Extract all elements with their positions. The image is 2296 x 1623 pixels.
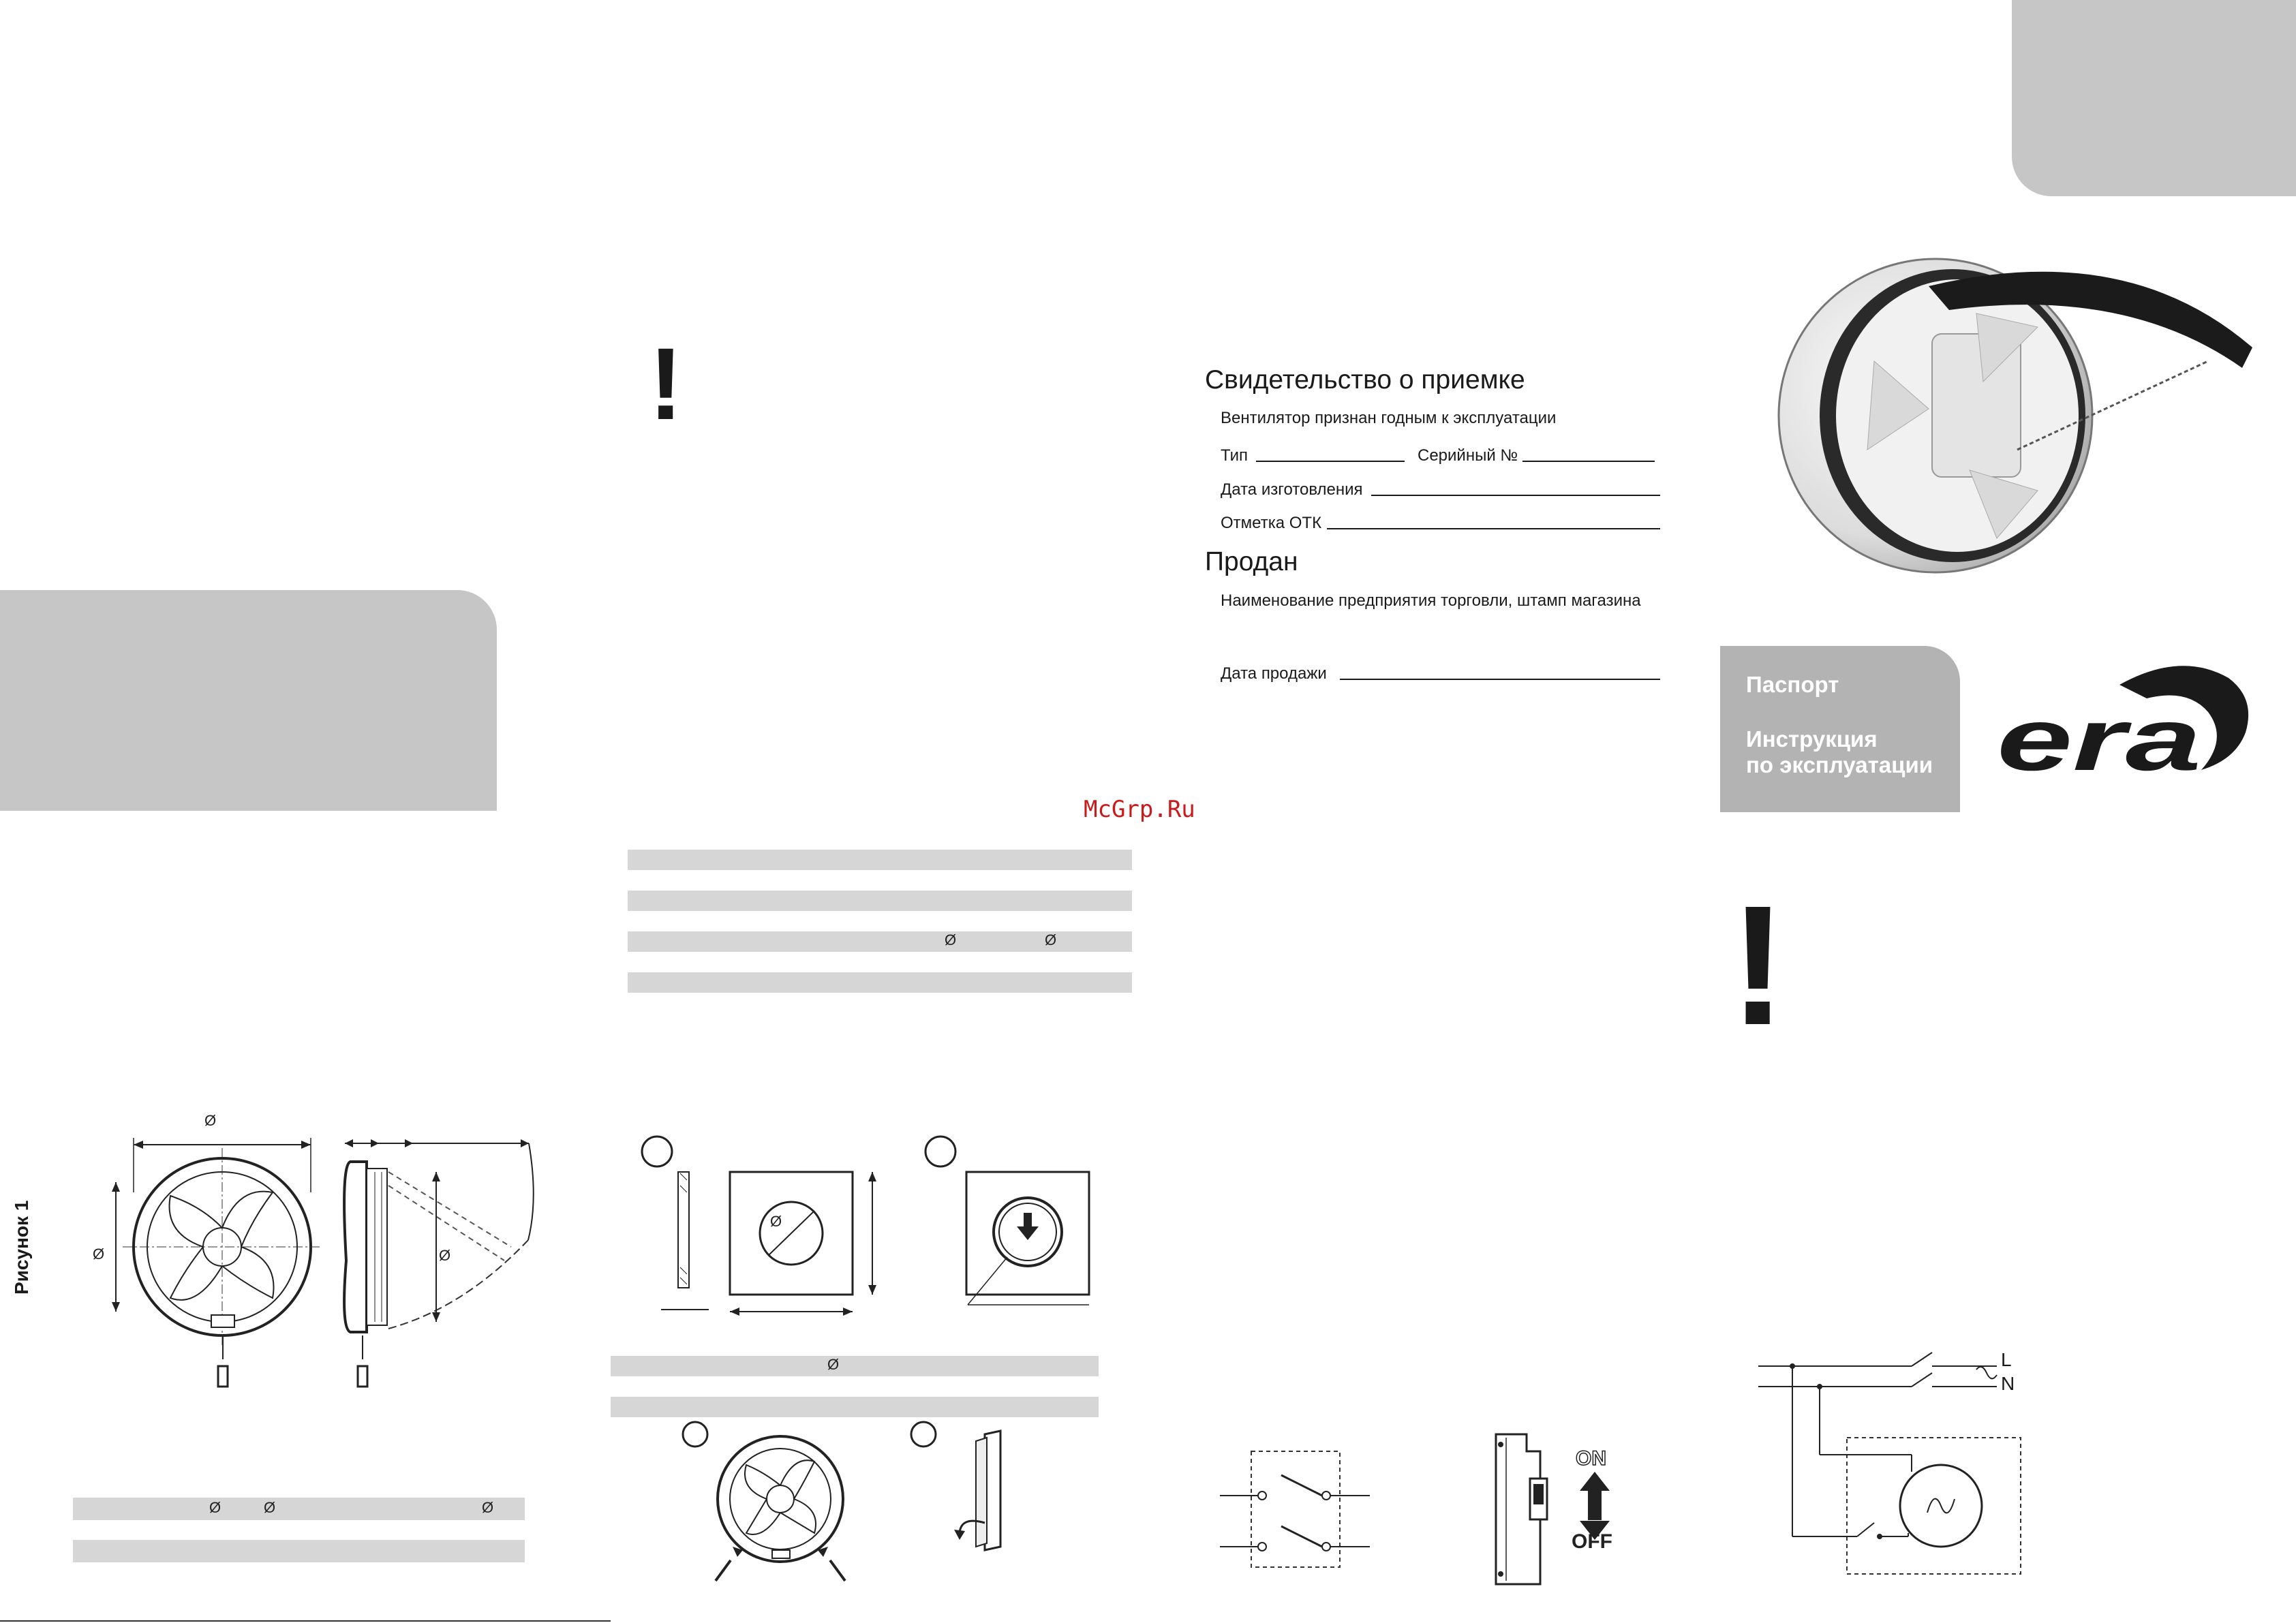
diameter-mark: Ø [482,1499,494,1516]
certificate-heading: Свидетельство о приемке [1205,365,1525,395]
diameter-mark: Ø [945,931,957,948]
diameter-mark: Ø [439,1247,451,1264]
spec-bar-2 [628,891,1132,911]
neutral-label: N [2001,1373,2015,1394]
spec-bar-4 [628,972,1132,993]
spec-bar-3 [628,931,1132,952]
watermark: McGrp.Ru [1084,796,1195,823]
passport-title: Паспорт [1746,672,1839,697]
era-logo [1983,658,2256,789]
install-bar-2 [611,1397,1099,1417]
fan-photo [1772,245,2263,600]
diameter-mark: Ø [827,1356,840,1373]
warning-mark-top: ! [649,326,683,441]
shop-text: Наименование предприятия торговли, штамп магазина [1221,591,1641,610]
diameter-mark: Ø [93,1246,105,1263]
live-label: L [2001,1349,2012,1370]
qc-label: Отметка ОТК [1221,514,1322,532]
switch-off-label: OFF [1572,1530,1612,1553]
date-made-label: Дата изготовления [1221,480,1363,499]
type-label: Тип [1221,446,1249,465]
diameter-mark: Ø [264,1499,276,1516]
certificate-fit-text: Вентилятор признан годным к эксплуатации [1221,409,1557,427]
serial-label: Серийный № [1418,446,1518,465]
manual-title-line2: по эксплуатации [1746,752,1933,777]
install-step-mount [675,1421,1056,1591]
fan-front-drawing [82,1117,327,1404]
double-switch-diagram [1220,1448,1383,1571]
manual-title-line1: Инструкция [1746,726,1878,752]
fan-side-drawing [334,1124,538,1397]
sale-date-field[interactable] [1340,679,1660,680]
qc-field[interactable] [1327,528,1660,529]
install-bar-1 [611,1356,1099,1376]
serial-field[interactable] [1522,461,1655,462]
switch-on-label: ON [1576,1447,1606,1470]
cover-title-tab [1720,646,1960,812]
dimension-bar-1 [73,1498,525,1520]
type-field[interactable] [1256,461,1405,462]
sold-heading: Продан [1205,547,1298,576]
wiring-diagram [1751,1335,2024,1581]
left-gray-panel [0,590,497,811]
install-step-cutout [634,1131,1097,1322]
diameter-mark: Ø [209,1499,221,1516]
top-right-gray-tab [2012,0,2296,196]
diameter-mark: Ø [204,1112,217,1129]
warning-mark-right: ! [1730,870,1787,1060]
spec-bar-1 [628,850,1132,870]
bottom-rule [0,1620,611,1622]
diameter-mark: Ø [770,1213,782,1230]
era-logo-text: era [1997,690,2201,789]
diameter-mark: Ø [1045,931,1057,948]
figure-1-label: Рисунок 1 [11,1200,32,1295]
sale-date-label: Дата продажи [1221,664,1327,683]
date-made-field[interactable] [1371,495,1660,496]
dimension-bar-2 [73,1540,525,1562]
